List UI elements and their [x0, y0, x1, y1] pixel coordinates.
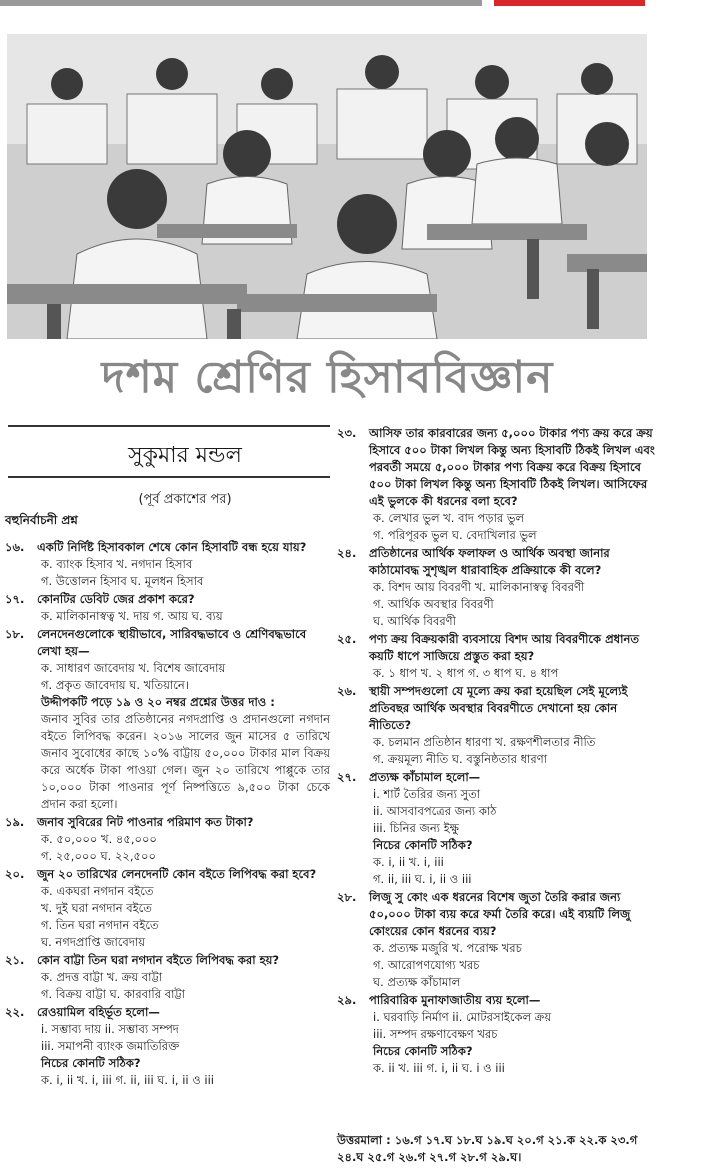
- top-red-bar: [494, 0, 645, 6]
- section-heading: বহুনির্বাচনী প্রশ্ন: [5, 513, 78, 527]
- question-text: জুন ২০ তারিখের লেনদেনটি কোন বইতে লিপিবদ্ধ করা হবে?: [37, 867, 317, 881]
- option-line: গ. উত্তোলন হিসাব ঘ. মূলধন হিসাব: [41, 574, 204, 588]
- question: [337, 683, 655, 734]
- option-line: ক. মালিকানাস্বত্ব খ. দায় গ. আয় ঘ. ব্যয়: [41, 609, 223, 623]
- question: [5, 591, 330, 608]
- question-text: পারিবারিক মুনাফাজাতীয় ব্যয় হলো—: [369, 993, 541, 1007]
- answer-key: উত্তরমালা : ১৬.গ ১৭.ঘ ১৮.ঘ ১৯.ঘ ২০.গ ২১.ক ২২.ক ২৩.গ ২৪.ঘ ২৫.গ ২৬.গ ২৭.গ ২৮.গ ২৯.ঘ।: [337, 1133, 638, 1164]
- option-line: i. ঘরবাড়ি নির্মাণ ii. মোটরসাইকেল ক্রয়: [373, 1010, 552, 1024]
- option-line: ক. ব্যাংক হিসাব খ. নগদান হিসাব: [41, 557, 193, 571]
- option-line: গ. বিক্রয় বাট্টা ঘ. কারবারি বাট্টা: [41, 987, 186, 1001]
- question-number: ১৯.: [5, 815, 25, 829]
- question-text: কোনটির ডেবিট জের প্রকাশ করে?: [37, 592, 195, 606]
- question: [5, 539, 330, 556]
- question-text: প্রতিষ্ঠানের আর্থিক ফলাফল ও আর্থিক অবস্থা জানার কাঠামোবদ্ধ সুশৃঙ্খল ধারাবাহিক প্রক্রিয়াকে কী বলে?: [369, 546, 610, 577]
- right-column: [337, 424, 655, 1077]
- option-line: ক. চলমান প্রতিষ্ঠান ধারণা খ. রক্ষণশীলতার নীতি: [373, 735, 596, 749]
- question-number: ১৬.: [5, 540, 25, 554]
- option-line: গ. ২৫,০০০ ঘ. ২২,৫০০: [41, 849, 156, 863]
- question: [337, 545, 655, 579]
- question: [5, 626, 330, 660]
- option-line: গ. তিন ঘরা নগদান বইতে: [41, 918, 159, 932]
- option-line: ক. বিশদ আয় বিবরণী খ. মালিকানাস্বত্ব বিবরণী: [373, 580, 585, 594]
- author-name: সুকুমার মন্ডল: [128, 443, 242, 468]
- option-line: ঘ. প্রত্যক্ষ কাঁচামাল: [373, 975, 461, 989]
- option-line: ক. লেখার ভুল খ. বাদ পড়ার ভুল: [373, 511, 525, 525]
- option-line: খ. দুই ঘরা নগদান বইতে: [41, 901, 152, 915]
- question-text: কোন বাট্টা তিন ঘরা নগদান বইতে লিপিবদ্ধ করা হয়?: [37, 953, 280, 967]
- option-line: ii. আসবাবপত্রের জন্য কাঠ: [373, 804, 497, 818]
- question-number: ১৭.: [5, 592, 25, 606]
- option-line: iii. সম্পদ রক্ষণাবেক্ষণ খরচ: [373, 1027, 498, 1041]
- option-line: গ. প্রকৃত জাবেদায় ঘ. খতিয়ানে।: [41, 678, 189, 692]
- option-line: নিচের কোনটি সঠিক?: [373, 1044, 473, 1058]
- divider: [8, 476, 330, 478]
- left-column: [5, 538, 330, 1089]
- question: [337, 889, 655, 940]
- option-line: iii. চিনির জন্য ইক্ষু: [373, 821, 459, 835]
- stimulus-paragraph: জনাব সুবির তার প্রতিষ্ঠানের নগদপ্রাপ্তি ও প্রদানগুলো নগদান বইতে লিপিবদ্ধ করেন। ২০১৬ সালের জুন মাসের ৫ তারিখে জনাব সুবোধের কাছে ১০% বাট্টায় ৫০,০০০ টাকার মাল বিক্রয় করে অর্ধেক টাকা পাওয়া গেল। জুন ২০ তারিখে পাপ্পুকে তার ১০,০০০ টাকা পাওনার পূর্ণ নিষ্পত্তিতে ৯,৫০০ টাকা চেকে প্রদান করা হলো।: [41, 712, 330, 811]
- question: [337, 631, 655, 665]
- option-line: গ. ক্রয়মূল্য নীতি ঘ. বস্তুনিষ্ঠতার ধারণা: [373, 752, 547, 766]
- question-number: ২৩.: [337, 426, 357, 440]
- option-line: ক. প্রদত্ত বাট্টা খ. ক্রয় বাট্টা: [41, 970, 163, 984]
- option-line: ক. ii খ. iii গ. i, ii ঘ. i ও iii: [373, 1061, 505, 1075]
- headline: দশম শ্রেণির হিসাববিজ্ঞান: [101, 352, 554, 403]
- question-number: ২৬.: [337, 684, 357, 698]
- question: [5, 814, 330, 831]
- question: [5, 866, 330, 883]
- option-line: নিচের কোনটি সঠিক?: [41, 1056, 141, 1070]
- question-number: ২৭.: [337, 770, 357, 784]
- question-number: ১৮.: [5, 627, 25, 641]
- exam-hall-photo: [7, 34, 647, 339]
- stimulus-heading: উদ্দীপকটি পড়ে ১৯ ও ২০ নম্বর প্রশ্নের উত্তর দাও :: [41, 695, 275, 709]
- question-text: প্রত্যক্ষ কাঁচামাল হলো—: [369, 770, 481, 784]
- question-text: জনাব সুবিরের নিট পাওনার পরিমাণ কত টাকা?: [37, 815, 254, 829]
- continued-note: (পূর্ব প্রকাশের পর): [138, 492, 232, 507]
- option-line: ক. ১ ধাপ খ. ২ ধাপ গ. ৩ ধাপ ঘ. ৪ ধাপ: [373, 666, 559, 680]
- option-line: ক. i, ii খ. i, iii: [373, 855, 444, 869]
- option-line: ক. সাধারণ জাবেদায় খ. বিশেষ জাবেদায়: [41, 661, 226, 675]
- option-line: গ. ii, iii ঘ. i, ii ও iii: [373, 872, 472, 886]
- option-line: ক. i, ii খ. i, iii গ. ii, iii ঘ. i, ii ও iii: [41, 1073, 214, 1087]
- question-number: ২৪.: [337, 546, 357, 560]
- question-number: ২৫.: [337, 632, 357, 646]
- option-line: গ. আরোপণযোগ্য খরচ: [373, 958, 480, 972]
- question: [337, 769, 655, 786]
- question-text: একটি নির্দিষ্ট হিসাবকাল শেষে কোন হিসাবটি বন্ধ হয়ে যায়?: [37, 540, 307, 554]
- question-number: ২৯.: [337, 993, 357, 1007]
- option-line: ক. একঘরা নগদান বইতে: [41, 884, 154, 898]
- question-text: লিজু সু কোং এক ধরনের বিশেষ জুতা তৈরি করার জন্য ৫০,০০০ টাকা ব্যয় করে ফর্মা তৈরি করে। এই ব্যয়টি লিজু কোংয়ের কোন ধরনের ব্যয়?: [369, 890, 631, 938]
- question-number: ২০.: [5, 867, 25, 881]
- question: [5, 952, 330, 969]
- option-line: ক. প্রত্যক্ষ মজুরি খ. পরোক্ষ খরচ: [373, 941, 522, 955]
- option-line: i. শার্ট তৈরির জন্য সুতা: [373, 787, 481, 801]
- option-line: নিচের কোনটি সঠিক?: [373, 838, 473, 852]
- question: [337, 992, 655, 1009]
- question-number: ২২.: [5, 1005, 25, 1019]
- question: [337, 425, 655, 510]
- option-line: গ. পরিপূরক ভুল ঘ. বেদাখিলার ভুল: [373, 528, 537, 542]
- option-line: ঘ. আর্থিক বিবরণী: [373, 614, 456, 628]
- option-line: i. সম্ভাব্য দায় ii. সম্ভাব্য সম্পদ: [41, 1022, 179, 1036]
- question-text: আসিফ তার কারবারের জন্য ৫,০০০ টাকার পণ্য ক্রয় করে ক্রয় হিসাবে ৫০০ টাকা লিখল কিন্তু অন্য হিসাবটি ঠিকই লিখল এবং পরবর্তী সময়ে ৫,০০০ টাকার পণ্য বিক্রয় করে বিক্রয় হিসাবে ৫০০ টাকা লিখল কিন্তু অন্য হিসাবটি ঠিকই লিখল। আসিফের এই ভুলকে কী ধরনের বলা হবে?: [369, 426, 655, 508]
- question-text: রেওয়ামিল বহির্ভূত হলো—: [37, 1005, 160, 1019]
- option-line: ক. ৫০,০০০ খ. ৪৫,০০০: [41, 832, 157, 846]
- divider: [8, 425, 330, 427]
- option-line: ঘ. নগদপ্রাপ্তি জাবেদায়: [41, 935, 145, 949]
- option-line: গ. আর্থিক অবস্থার বিবরণী: [373, 597, 494, 611]
- question-text: লেনদেনগুলোকে স্থায়ীভাবে, সারিবদ্ধভাবে ও শ্রেণিবদ্ধভাবে লেখা হয়—: [37, 627, 307, 658]
- option-line: iii. সমাপনী ব্যাংক জমাতিরিক্ত: [41, 1039, 180, 1053]
- question-number: ২১.: [5, 953, 25, 967]
- question-number: ২৮.: [337, 890, 357, 904]
- top-grey-bar: [0, 0, 482, 6]
- question-text: স্থায়ী সম্পদগুলো যে মূল্যে ক্রয় করা হয়েছিল সেই মূল্যেই প্রতিবছর আর্থিক অবস্থার বিবরণীতে দেখানো হয় কোন নীতিতে?: [369, 684, 628, 732]
- question: [5, 1004, 330, 1021]
- question-text: পণ্য ক্রয় বিক্রয়কারী ব্যবসায়ে বিশদ আয় বিবরণীকে প্রধানত কয়টি ধাপে সাজিয়ে প্রস্তুত করা হয়?: [369, 632, 639, 663]
